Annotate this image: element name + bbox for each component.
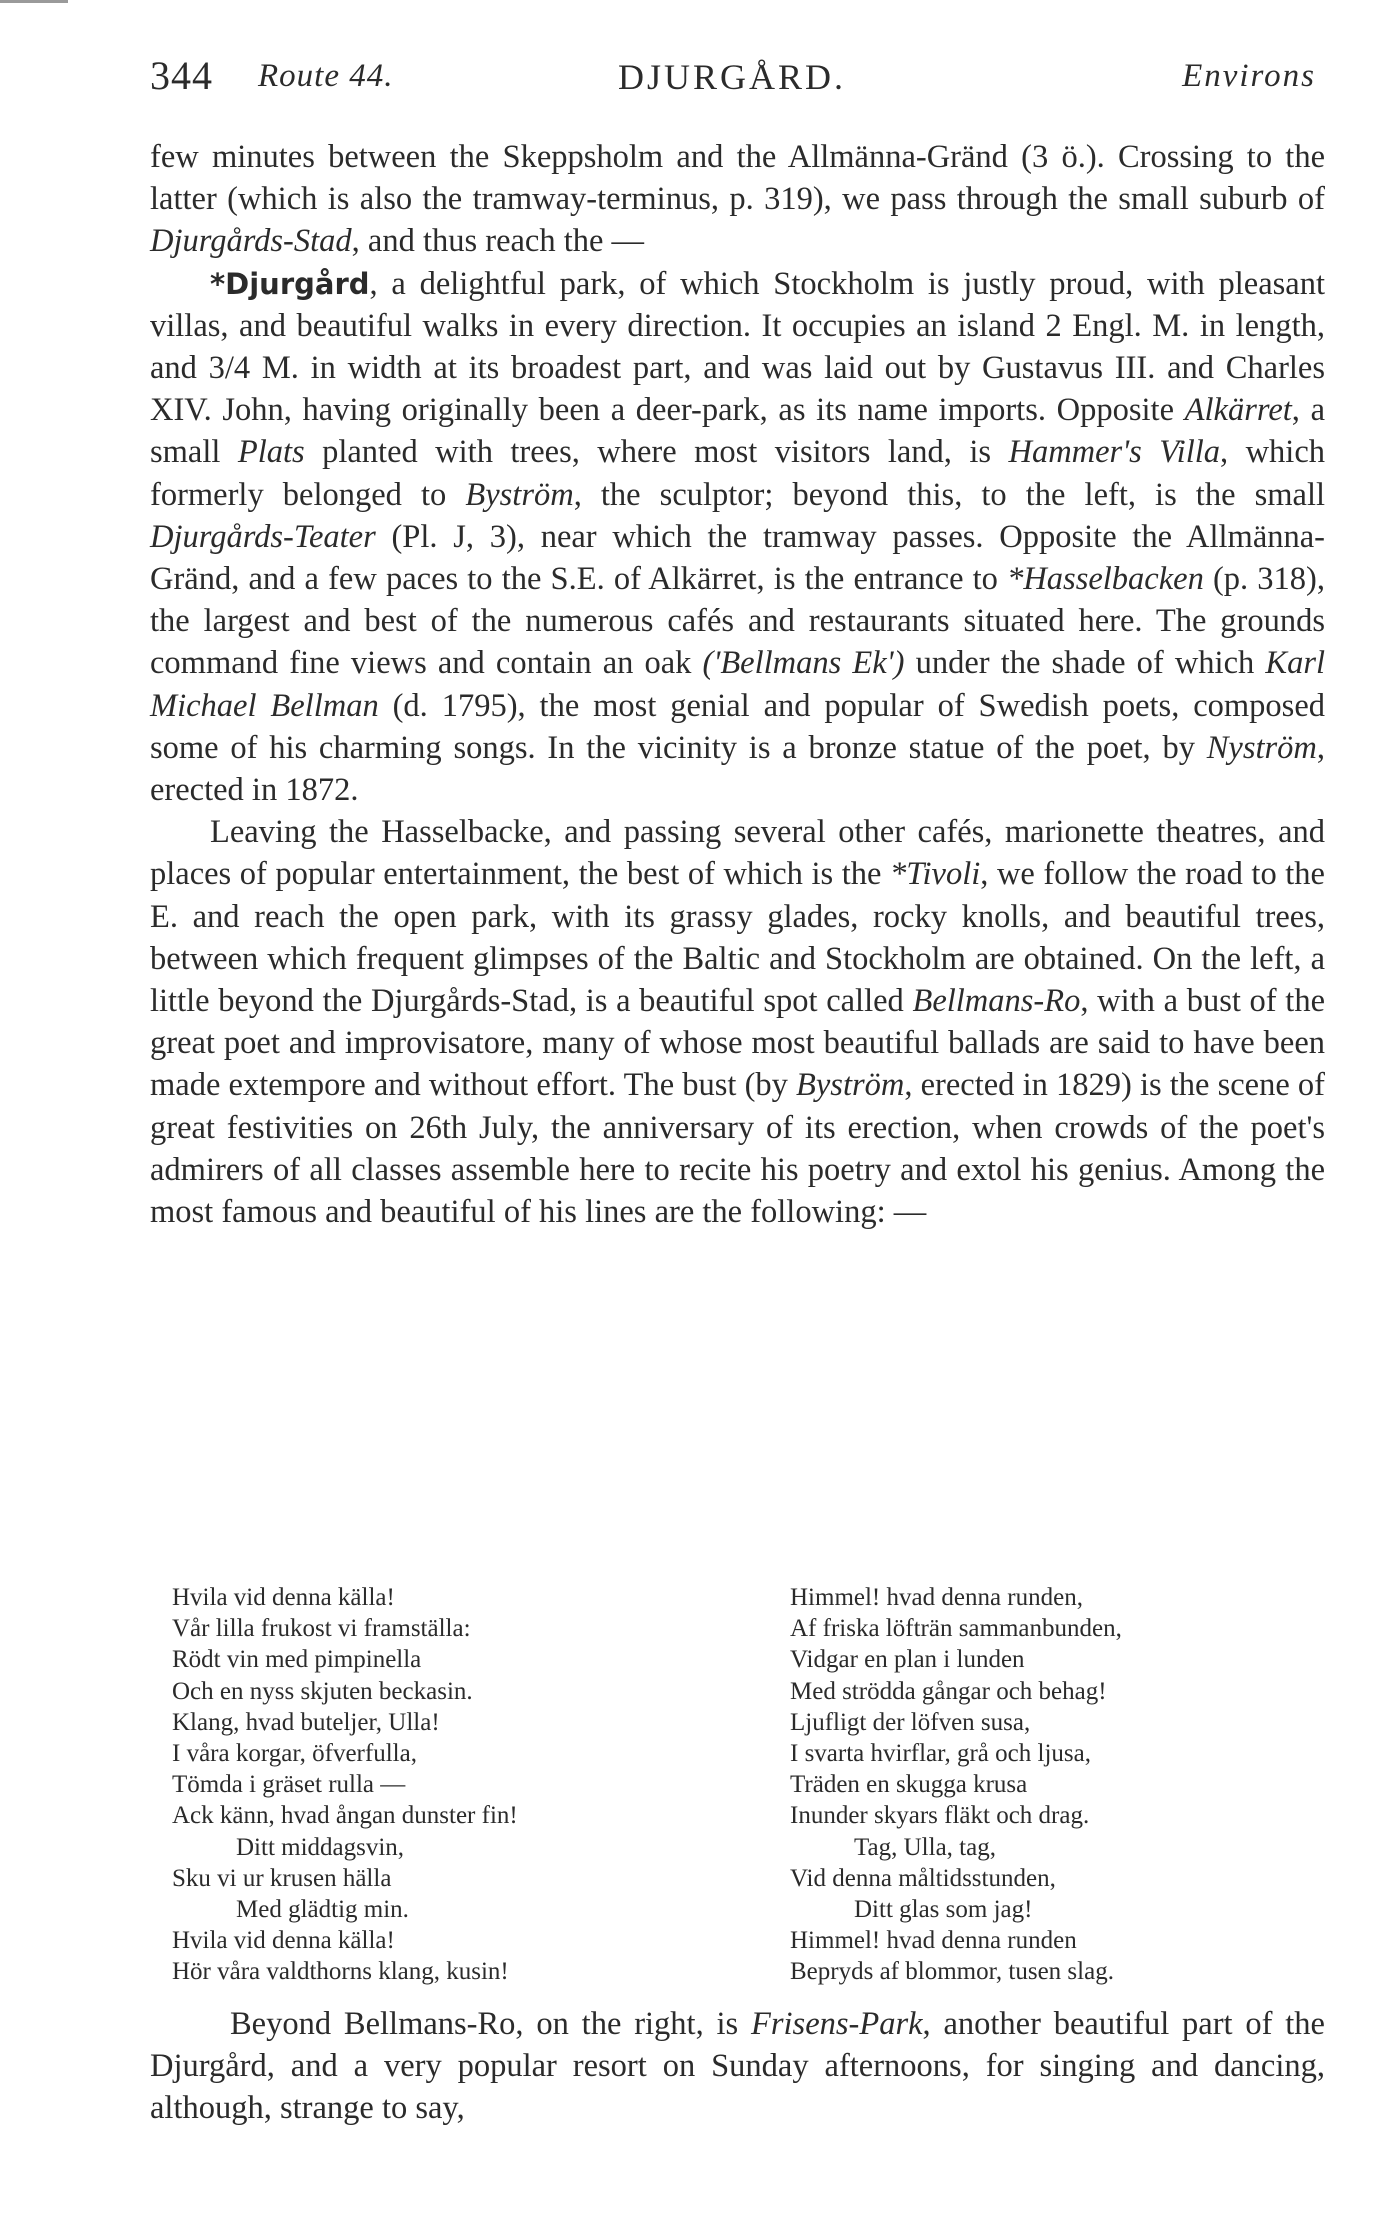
text-run: , erected in 1872. <box>150 729 1325 809</box>
bold-term: *Djurgård <box>210 266 370 301</box>
section-label: Environs <box>1182 58 1316 94</box>
running-header <box>150 48 1320 108</box>
poem-line: I svarta hvirflar, grå och ljusa, <box>790 1740 1091 1768</box>
poem-line: Ljufligt der löfven susa, <box>790 1708 1031 1736</box>
poem-line: Ack känn, hvad ångan dunster fin! <box>172 1802 518 1830</box>
italic-term: Bellmans-Ro <box>912 983 1081 1020</box>
poem-line: Tömda i gräset rulla — <box>172 1771 406 1799</box>
italic-term: Karl Michael Bellman <box>150 645 1325 724</box>
text-run: , a small <box>150 392 1325 471</box>
italic-term: Byström <box>796 1067 905 1104</box>
poem-right-column <box>790 1582 1350 1988</box>
italic-term: *Tivoli <box>889 856 981 893</box>
poem-line: Af friska löfträn sammanbunden, <box>790 1615 1122 1643</box>
italic-term: Hammer's Villa <box>1008 434 1221 471</box>
paragraph-1 <box>150 136 1325 263</box>
italic-term: ('Bellmans Ek') <box>702 645 905 682</box>
poem-line: Och en nyss skjuten beckasin. <box>172 1677 473 1705</box>
main-text <box>150 136 1325 1233</box>
paragraph-3 <box>150 811 1325 1233</box>
text-run: , we follow the road to the E. and reach the open park, with its grassy glades, rocky knolls, and beautiful trees, between which frequent glimpses of the Baltic and Stockholm are obtained. On the left, a little beyond the Djurgårds-Stad, is a beautiful spot called <box>150 856 1325 1020</box>
closing-text <box>150 2003 1325 2130</box>
top-rule <box>0 0 68 3</box>
text-run: under the shade of which <box>904 645 1266 682</box>
poem-line: Himmel! hvad denna runden, <box>790 1584 1083 1611</box>
italic-term: Nyström <box>1206 729 1317 766</box>
poem-line: I våra korgar, öfverfulla, <box>172 1740 417 1768</box>
poem-left-column <box>172 1582 772 1988</box>
italic-term: Alkärret <box>1184 392 1292 429</box>
italic-term: Djurgårds-Stad <box>150 223 352 260</box>
italic-term: Byström <box>465 476 574 513</box>
page-number: 344 <box>150 53 213 98</box>
poem-line: Vid denna måltidsstunden, <box>790 1864 1056 1892</box>
poem-line: Ditt glas som jag! <box>854 1896 1033 1924</box>
paragraph-4 <box>150 2003 1325 2130</box>
text-run: , and thus reach the — <box>351 223 645 260</box>
italic-term: *Hasselbacken <box>1007 561 1204 598</box>
poem-line: Bepryds af blommor, tusen slag. <box>790 1958 1114 1986</box>
poem-line: Tag, Ulla, tag, <box>854 1833 996 1861</box>
poem-line: Hvila vid denna källa! <box>172 1584 395 1611</box>
route-label: Route 44. <box>258 58 394 94</box>
poem-line: Sku vi ur krusen hälla <box>172 1864 392 1892</box>
text-run: , another beautiful part of the Djurgård, and a very popular resort on Sunday afternoons, for singing and dancing, although, strange to say, <box>150 2006 1325 2127</box>
text-run: planted with trees, where most visitors land, is <box>304 434 1009 471</box>
text-run: , the sculptor; beyond this, to the left, is the small <box>573 476 1325 513</box>
poem-line: Himmel! hvad denna runden <box>790 1927 1077 1955</box>
text-run: , which formerly belonged to <box>150 434 1325 513</box>
poem-line: Träden en skugga krusa <box>790 1771 1028 1799</box>
poem-line: Klang, hvad buteljer, Ulla! <box>172 1708 440 1736</box>
poem-line: Med strödda gångar och behag! <box>790 1677 1107 1705</box>
text-run: , erected in 1829) is the scene of great festivities on 26th July, the anniversary of its erection, when crowds of the poet's admirers of all classes assemble here to recite his poetry and extol his genius. Among the most famous and beautiful of his lines are the following: — <box>150 1067 1325 1231</box>
poem-line: Vår lilla frukost vi framställa: <box>172 1615 471 1643</box>
poem-line: Ditt middagsvin, <box>236 1833 405 1861</box>
page-title: DJURGÅRD. <box>618 57 847 97</box>
poem-line: Inunder skyars fläkt och drag. <box>790 1802 1090 1830</box>
italic-term: Frisens-Park <box>751 2006 923 2042</box>
text-run: few minutes between the Skeppsholm and the Allmänna-Gränd (3 ö.). Crossing to the latter (which is also the tramway-terminus, p. 319), we pass through the small suburb of <box>150 139 1325 218</box>
text-run: , a delightful park, of which Stockholm is justly proud, with pleasant villas, and beautiful walks in every direction. It occupies an island 2 Engl. M. in length, and 3/4 M. in width at its broadest part, and was laid out by Gustavus III. and Charles XIV. John, having originally been a deer-park, as its name imports. Opposite <box>150 265 1325 429</box>
italic-term: Plats <box>237 434 305 471</box>
text-run: Beyond Bellmans-Ro, on the right, is <box>230 2006 752 2042</box>
paragraph-2 <box>150 263 1325 812</box>
italic-term: Djurgårds-Teater <box>150 518 376 555</box>
poem-line: Hör våra valdthorns klang, kusin! <box>172 1958 509 1986</box>
poem-block <box>172 1582 1332 2002</box>
text-run: , with a bust of the great poet and improvisatore, many of whose most beautiful ballads are said to have been made extempore and without effort. The bust (by <box>150 983 1325 1104</box>
text-run: (p. 318), the largest and best of the numerous cafés and restaurants situated here. The grounds command fine views and contain an oak <box>150 561 1325 682</box>
poem-line: Vidgar en plan i lunden <box>790 1646 1025 1674</box>
poem-line: Med glädtig min. <box>236 1896 409 1924</box>
poem-line: Rödt vin med pimpinella <box>172 1646 422 1674</box>
text-run: (Pl. J, 3), near which the tramway passes. Opposite the Allmänna-Gränd, and a few paces to the S.E. of Alkärret, is the entrance to <box>150 518 1325 598</box>
text-run: Leaving the Hasselbacke, and passing several other cafés, marionette theatres, and places of popular entertainment, the best of which is the <box>150 814 1325 893</box>
text-run: (d. 1795), the most genial and popular of Swedish poets, composed some of his charming songs. In the vicinity is a bronze statue of the poet, by <box>150 687 1325 766</box>
poem-line: Hvila vid denna källa! <box>172 1927 395 1955</box>
